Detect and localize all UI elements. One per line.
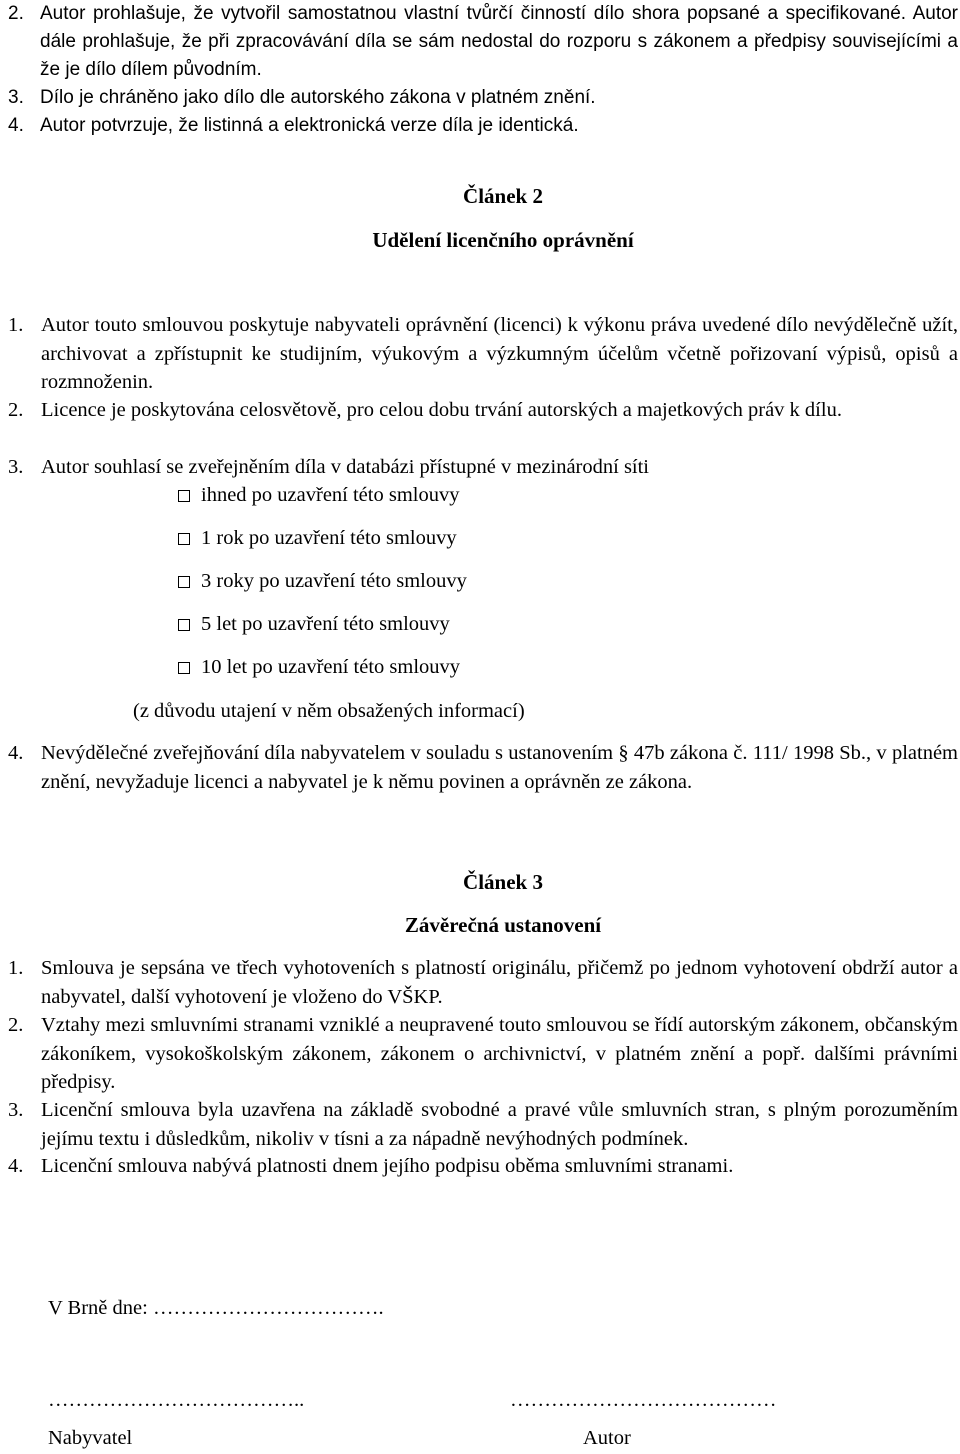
article2-item-2 bbox=[8, 396, 958, 425]
article3-item-2 bbox=[8, 1011, 958, 1097]
option-3-years[interactable] bbox=[178, 567, 467, 595]
item-number: 1. bbox=[8, 957, 24, 979]
item-text: Autor souhlasí se zveřejněním díla v databázi přístupné v mezinárodní síti bbox=[41, 456, 650, 478]
item-number: 3. bbox=[8, 456, 24, 478]
item-number: 2. bbox=[8, 399, 24, 421]
article2-item-1 bbox=[8, 311, 958, 397]
article2-item-4 bbox=[8, 739, 958, 796]
item-text: Nevýdělečné zveřejňování díla nabyvatelem v souladu s ustanovením § 47b zákona č. 111/ 1998 Sb., v platném znění, nevyžaduje licenci a nabyvatel je k němu povinen a oprávněn ze zákona. bbox=[41, 742, 958, 793]
item-text: Licenční smlouva byla uzavřena na základě svobodné a pravé vůle smluvních stran, s plným porozuměním jejímu textu i důsledkům, nikoliv v tísni a za nápadně nevýhodných podmínek. bbox=[41, 1099, 958, 1150]
item-text: Vztahy mezi smluvními stranami vzniklé a neupravené touto smlouvou se řídí autorským zákonem, občanským zákoníkem, vysokoškolským zákonem, zákonem o archivnictví, v platném znění a popř. dalšími právními předpisy. bbox=[41, 1014, 958, 1093]
item-number: 3. bbox=[8, 87, 24, 108]
option-10-years[interactable] bbox=[178, 653, 460, 681]
item-text: Autor touto smlouvou poskytuje nabyvateli oprávnění (licenci) k výkonu práva uvedené dílo nevýdělečně užít, archivovat a zpřístupnit ke studijním, výukovým a výzkumným účelům včetně pořizovaní výpisů, opisů a rozmnoženin. bbox=[41, 314, 958, 393]
checkbox-icon[interactable] bbox=[178, 619, 190, 631]
item-number: 2. bbox=[8, 3, 24, 24]
item-text: Smlouva je sepsána ve třech vyhotoveních s platností originálu, přičemž po jednom vyhotovení obdrží autor a nabyvatel, další vyhotovení je vloženo do VŠKP. bbox=[41, 957, 958, 1008]
item-text: Autor potvrzuje, že listinná a elektronická verze díla je identická. bbox=[40, 115, 579, 136]
signature-line-left: ……………………………….. bbox=[48, 1389, 305, 1411]
item-number: 1. bbox=[8, 314, 24, 336]
checkbox-icon[interactable] bbox=[178, 490, 190, 502]
place-date-line: V Brně dne: ……………………………. bbox=[48, 1297, 384, 1319]
option-1-year[interactable] bbox=[178, 524, 457, 552]
confidentiality-note: (z důvodu utajení v něm obsažených informací) bbox=[133, 700, 525, 722]
article2-title: Článek 2 bbox=[463, 184, 543, 208]
checkbox-icon[interactable] bbox=[178, 662, 190, 674]
article2-item-3 bbox=[8, 453, 958, 482]
item-text: Dílo je chráněno jako dílo dle autorského zákona v platném znění. bbox=[40, 87, 596, 108]
article3-item-4 bbox=[8, 1152, 958, 1181]
article2-subtitle: Udělení licenčního oprávnění bbox=[372, 228, 634, 252]
article1-item-4 bbox=[8, 112, 958, 141]
item-number: 2. bbox=[8, 1014, 24, 1036]
article3-item-3 bbox=[8, 1096, 958, 1153]
option-label: 1 rok po uzavření této smlouvy bbox=[201, 527, 457, 549]
option-5-years[interactable] bbox=[178, 610, 450, 638]
article3-subtitle: Závěrečná ustanovení bbox=[404, 913, 602, 937]
item-number: 4. bbox=[8, 1155, 24, 1177]
option-label: 10 let po uzavření této smlouvy bbox=[201, 656, 461, 678]
item-number: 4. bbox=[8, 115, 24, 136]
option-label: 3 roky po uzavření této smlouvy bbox=[201, 570, 467, 592]
checkbox-icon[interactable] bbox=[178, 533, 190, 545]
item-text: Licenční smlouva nabývá platnosti dnem jejího podpisu oběma smluvními stranami. bbox=[41, 1155, 734, 1177]
item-text: Autor prohlašuje, že vytvořil samostatnou vlastní tvůrčí činností dílo shora popsané a specifikované. Autor dále prohlašuje, že při zpracovávání díla se sám nedostal do rozporu s zákonem a předpisy souvisejícími a že je dílo dílem původním. bbox=[40, 3, 958, 80]
signature-label-right: Autor bbox=[583, 1427, 631, 1449]
article3-title: Článek 3 bbox=[463, 870, 543, 894]
article1-item-3 bbox=[8, 84, 958, 113]
option-label: 5 let po uzavření této smlouvy bbox=[201, 613, 450, 635]
item-number: 3. bbox=[8, 1099, 24, 1121]
signature-line-right: ………………………………… bbox=[510, 1389, 777, 1411]
article1-item-2 bbox=[8, 0, 958, 84]
option-immediately[interactable] bbox=[178, 481, 459, 509]
signature-label-left: Nabyvatel bbox=[48, 1427, 133, 1449]
checkbox-icon[interactable] bbox=[178, 576, 190, 588]
item-number: 4. bbox=[8, 742, 24, 764]
article3-item-1 bbox=[8, 954, 958, 1011]
item-text: Licence je poskytována celosvětově, pro celou dobu trvání autorských a majetkových práv k dílu. bbox=[41, 399, 842, 421]
option-label: ihned po uzavření této smlouvy bbox=[201, 484, 460, 506]
